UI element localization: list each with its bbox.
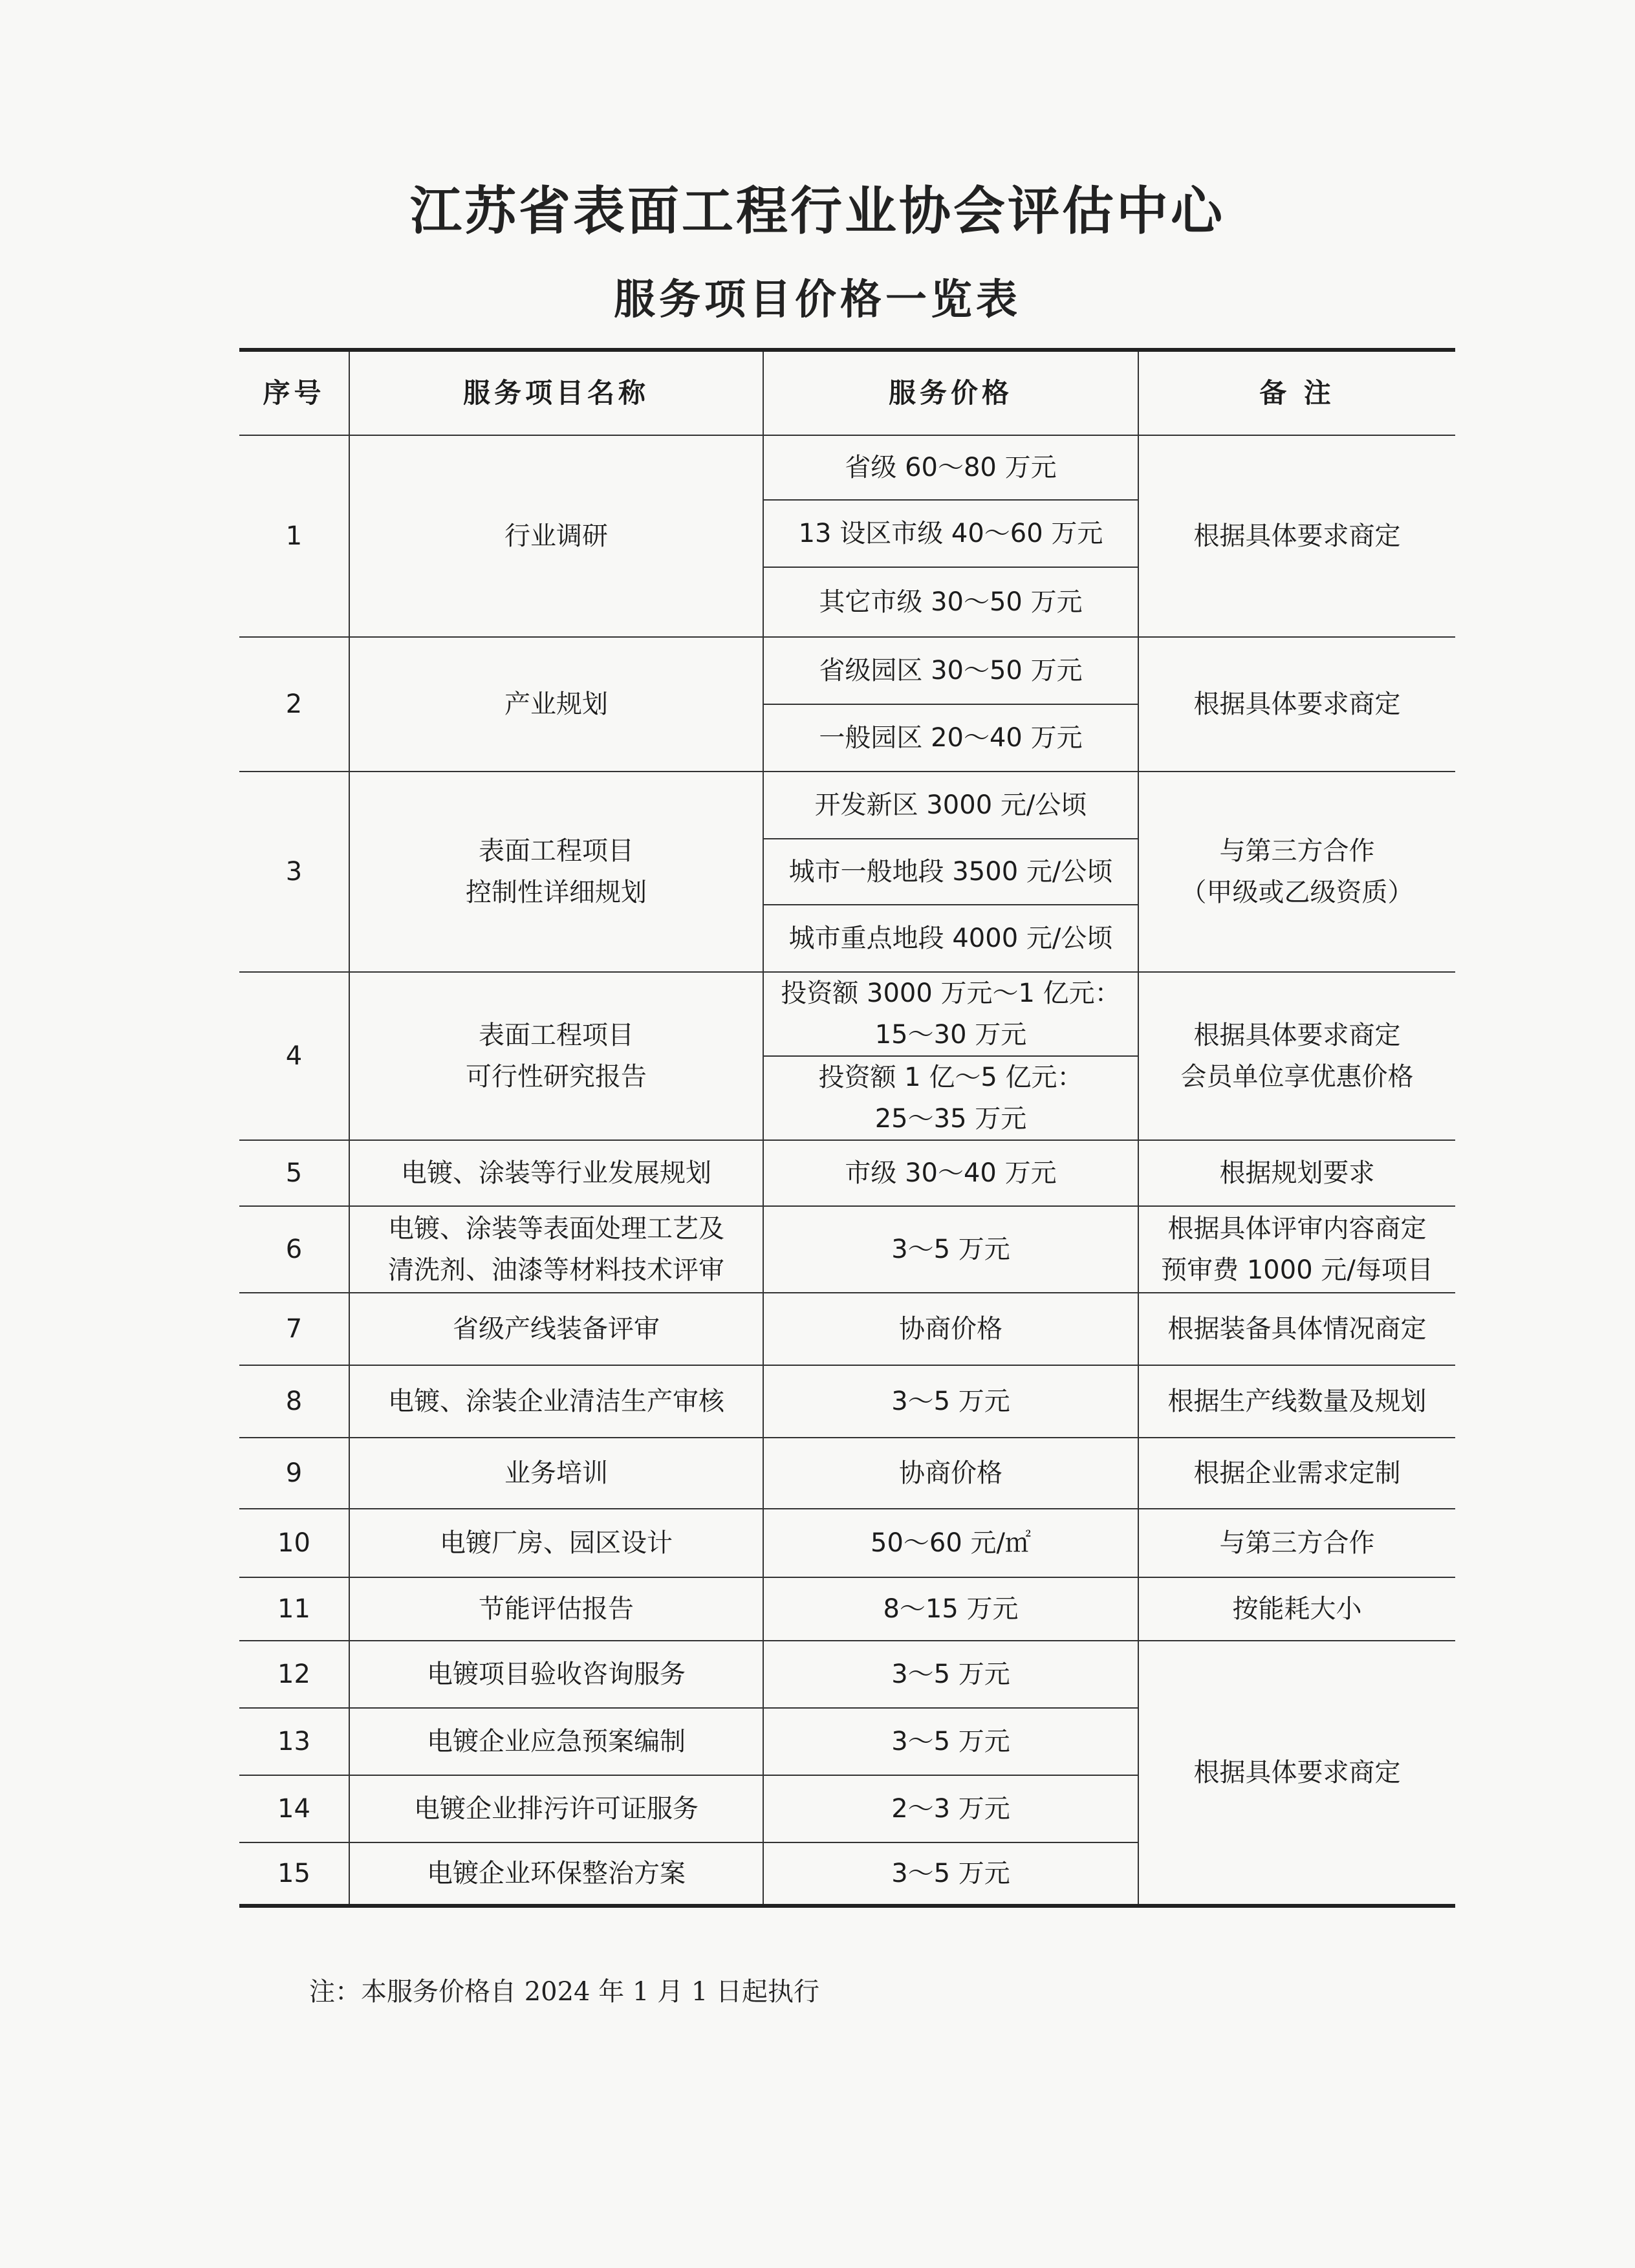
header-name: 服务项目名称 [349,350,763,435]
cell-no: 8 [239,1365,349,1438]
cell-no: 10 [239,1509,349,1577]
cell-line: 投资额 3000 万元～1 亿元： [781,978,1121,1008]
cell-no: 14 [239,1775,349,1842]
table-row [239,1206,1455,1293]
cell-line: 市级 30～40 万元 [845,1158,1057,1188]
cell-price [763,1842,1138,1906]
cell-line: 根据具体要求商定 [1193,1021,1401,1050]
cell-no: 9 [239,1438,349,1509]
table-row [239,1438,1455,1509]
cell-no: 6 [239,1206,349,1293]
cell-service-name [349,1708,763,1775]
cell-service-name [349,1641,763,1708]
cell-price [763,1438,1138,1509]
cell-line: 根据生产线数量及规划 [1167,1387,1427,1416]
header-price: 服务价格 [763,350,1138,435]
cell-line: 城市一般地段 3500 元/公顷 [788,857,1113,887]
cell-line: 控制性详细规划 [466,878,647,907]
cell-remark [1138,1577,1455,1641]
cell-line: 13 设区市级 40～60 万元 [798,519,1103,548]
table-row [239,1509,1455,1577]
cell-line: 产业规划 [504,689,608,719]
cell-price [763,435,1138,500]
document-title: 江苏省表面工程行业协会评估中心 [410,181,1225,241]
cell-line: 根据装备具体情况商定 [1167,1314,1427,1344]
table-row [239,435,1455,500]
cell-line: 25～35 万元 [874,1104,1027,1134]
cell-price [763,1509,1138,1577]
table-header-row [239,350,1455,435]
cell-line: 协商价格 [899,1458,1002,1488]
cell-line: 表面工程项目 [479,836,634,866]
table-row [239,772,1455,839]
table-row [239,1577,1455,1641]
footnote: 注：本服务价格自 2024 年 1 月 1 日起执行 [309,1977,819,2007]
cell-line: 会员单位享优惠价格 [1180,1062,1414,1092]
cell-line: 预审费 1000 元/每项目 [1161,1255,1433,1285]
table-row [239,1365,1455,1438]
cell-line: 3～5 万元 [891,1859,1010,1888]
cell-remark [1138,435,1455,637]
cell-line: 表面工程项目 [479,1021,634,1050]
cell-service-name [349,435,763,637]
cell-line: 2～3 万元 [891,1794,1010,1824]
cell-no: 11 [239,1577,349,1641]
cell-no: 2 [239,637,349,772]
table-row [239,637,1455,704]
price-table [239,348,1455,1908]
cell-line: 投资额 1 亿～5 亿元： [818,1063,1083,1092]
cell-line: 可行性研究报告 [466,1062,647,1092]
cell-line: 电镀、涂装等表面处理工艺及 [388,1214,724,1244]
cell-line: 与第三方合作 [1219,836,1375,866]
cell-line: 根据企业需求定制 [1193,1458,1401,1488]
cell-line: 按能耗大小 [1232,1594,1362,1624]
cell-price [763,1641,1138,1708]
cell-remark [1138,1509,1455,1577]
table-row [239,972,1455,1056]
table-row [239,1641,1455,1708]
header-no: 序号 [239,350,349,435]
cell-no: 1 [239,435,349,637]
cell-price [763,500,1138,567]
cell-no: 15 [239,1842,349,1906]
cell-price [763,839,1138,905]
cell-service-name [349,1438,763,1509]
cell-line: 3～5 万元 [891,1659,1010,1689]
cell-no: 5 [239,1140,349,1206]
table-row [239,1140,1455,1206]
cell-remark [1138,1641,1455,1906]
cell-remark [1138,1365,1455,1438]
cell-remark [1138,772,1455,972]
cell-line: 行业调研 [504,521,608,551]
cell-price [763,1577,1138,1641]
cell-line: 城市重点地段 4000 元/公顷 [788,923,1113,953]
cell-service-name [349,637,763,772]
cell-remark [1138,1438,1455,1509]
cell-line: （甲级或乙级资质） [1180,878,1414,907]
cell-no: 3 [239,772,349,972]
cell-line: 清洗剂、油漆等材料技术评审 [388,1255,724,1285]
cell-service-name [349,972,763,1140]
document-subtitle: 服务项目价格一览表 [614,276,1021,324]
cell-price [763,772,1138,839]
cell-price [763,1140,1138,1206]
cell-line: 根据规划要求 [1219,1158,1375,1188]
cell-line: 省级产线装备评审 [453,1314,660,1344]
cell-no: 13 [239,1708,349,1775]
cell-service-name [349,1365,763,1438]
cell-line: 3～5 万元 [891,1387,1010,1416]
cell-line: 8～15 万元 [883,1594,1019,1624]
cell-line: 电镀企业排污许可证服务 [414,1794,698,1824]
cell-no: 4 [239,972,349,1140]
cell-price [763,905,1138,972]
cell-price [763,567,1138,637]
cell-price [763,1206,1138,1293]
cell-line: 电镀、涂装等行业发展规划 [401,1158,711,1188]
cell-line: 协商价格 [899,1314,1002,1344]
table-body [239,435,1455,1906]
cell-line: 根据具体要求商定 [1193,1758,1401,1787]
cell-line: 根据具体评审内容商定 [1167,1214,1427,1244]
cell-line: 业务培训 [504,1458,608,1488]
cell-no: 7 [239,1293,349,1365]
cell-line: 电镀企业环保整治方案 [427,1859,686,1888]
cell-remark [1138,1293,1455,1365]
cell-price [763,1293,1138,1365]
cell-service-name [349,1140,763,1206]
cell-no: 12 [239,1641,349,1708]
cell-price [763,1775,1138,1842]
cell-line: 3～5 万元 [891,1727,1010,1756]
cell-line: 15～30 万元 [874,1020,1027,1050]
cell-line: 电镀、涂装企业清洁生产审核 [388,1387,724,1416]
cell-line: 根据具体要求商定 [1193,521,1401,551]
cell-service-name [349,1577,763,1641]
table-row [239,1293,1455,1365]
cell-service-name [349,1842,763,1906]
cell-price [763,1708,1138,1775]
cell-line: 开发新区 3000 元/公顷 [814,790,1087,820]
cell-service-name [349,1775,763,1842]
cell-price [763,637,1138,704]
cell-line: 其它市级 30～50 万元 [819,587,1083,617]
cell-line: 与第三方合作 [1219,1528,1375,1558]
cell-price [763,704,1138,772]
cell-remark [1138,1140,1455,1206]
cell-line: 根据具体要求商定 [1193,689,1401,719]
cell-line: 50～60 元/㎡ [871,1528,1031,1558]
cell-service-name [349,1206,763,1293]
cell-price [763,1056,1138,1140]
cell-price [763,972,1138,1056]
cell-remark [1138,637,1455,772]
cell-line: 3～5 万元 [891,1235,1010,1264]
cell-line: 一般园区 20～40 万元 [819,723,1083,753]
cell-line: 电镀企业应急预案编制 [427,1727,686,1756]
cell-line: 省级园区 30～50 万元 [819,656,1083,686]
cell-line: 电镀厂房、园区设计 [440,1528,673,1558]
cell-remark [1138,1206,1455,1293]
cell-service-name [349,1293,763,1365]
header-remark: 备 注 [1138,350,1455,435]
cell-price [763,1365,1138,1438]
cell-service-name [349,1509,763,1577]
cell-line: 电镀项目验收咨询服务 [427,1659,686,1689]
cell-remark [1138,972,1455,1140]
cell-line: 节能评估报告 [479,1594,634,1624]
cell-line: 省级 60～80 万元 [845,453,1057,482]
cell-service-name [349,772,763,972]
